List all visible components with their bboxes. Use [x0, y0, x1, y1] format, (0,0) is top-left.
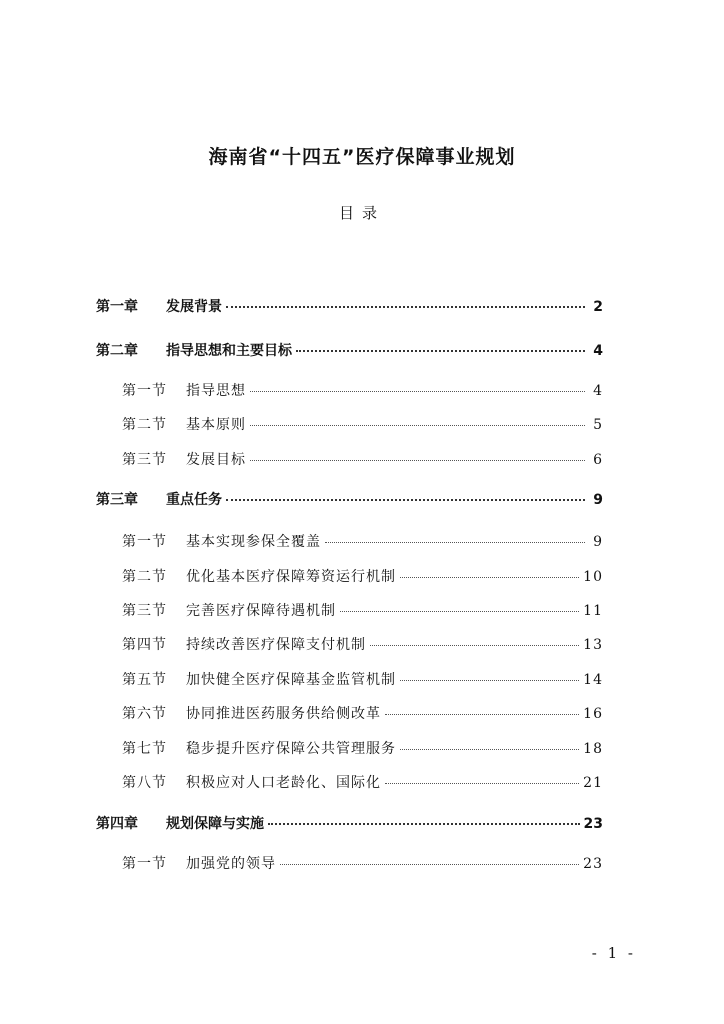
toc-entry-number: 第四章	[96, 816, 138, 832]
toc-entry-number: 第六节	[122, 706, 167, 722]
toc-section-entry[interactable]	[96, 449, 603, 469]
toc-dot-leader	[385, 782, 579, 784]
toc-entry-number: 第四节	[122, 637, 167, 653]
toc-section-entry[interactable]	[96, 669, 603, 689]
toc-entry-number: 第二章	[96, 343, 138, 359]
toc-entry-page: 4	[593, 383, 603, 399]
toc-entry-label: 发展背景	[166, 299, 222, 315]
toc-dot-leader	[226, 305, 585, 308]
toc-section-entry[interactable]	[96, 853, 603, 873]
toc-entry-number: 第二节	[122, 569, 167, 585]
toc-entry-number: 第一节	[122, 383, 167, 399]
toc-entry-number: 第二节	[122, 417, 167, 433]
toc-dot-leader	[226, 498, 585, 501]
toc-entry-page: 5	[593, 417, 603, 433]
toc-dot-leader	[250, 390, 585, 392]
toc-dot-leader	[370, 644, 579, 646]
toc-entry-label: 发展目标	[186, 452, 246, 468]
toc-entry-number: 第一章	[96, 299, 138, 315]
toc-dot-leader	[250, 424, 585, 426]
toc-entry-label: 稳步提升医疗保障公共管理服务	[186, 741, 396, 757]
toc-entry-page: 18	[583, 741, 603, 757]
toc-entry-label: 持续改善医疗保障支付机制	[186, 637, 366, 653]
toc-entry-page: 21	[583, 775, 603, 791]
toc-entry-page: 14	[583, 672, 603, 688]
toc-section-entry[interactable]	[96, 531, 603, 551]
toc-entry-label: 加强党的领导	[186, 856, 276, 872]
toc-entry-number: 第八节	[122, 775, 167, 791]
toc-chapter-entry[interactable]	[96, 340, 603, 360]
toc-dot-leader	[268, 822, 580, 825]
toc-entry-number: 第三节	[122, 603, 167, 619]
toc-section-entry[interactable]	[96, 703, 603, 723]
toc-dot-leader	[340, 610, 579, 612]
toc-entry-label: 积极应对人口老龄化、国际化	[186, 775, 381, 791]
toc-entry-number: 第三章	[96, 492, 138, 508]
toc-heading: 目录	[338, 204, 385, 222]
toc-section-entry[interactable]	[96, 772, 603, 792]
toc-entry-number: 第七节	[122, 741, 167, 757]
toc-entry-label: 基本实现参保全覆盖	[186, 534, 321, 550]
toc-dot-leader	[400, 576, 579, 578]
toc-dot-leader	[385, 713, 579, 715]
toc-entry-label: 指导思想和主要目标	[166, 343, 292, 359]
toc-entry-number: 第三节	[122, 452, 167, 468]
toc-entry-page: 2	[593, 299, 603, 315]
toc-entry-page: 13	[583, 637, 603, 653]
toc-entry-page: 9	[593, 492, 603, 508]
toc-entry-page: 11	[583, 603, 603, 619]
toc-dot-leader	[400, 679, 579, 681]
toc-entry-number: 第五节	[122, 672, 167, 688]
toc-dot-leader	[280, 863, 579, 865]
toc-entry-page: 4	[593, 343, 603, 359]
toc-dot-leader	[325, 541, 585, 543]
toc-entry-page: 10	[583, 569, 603, 585]
toc-dot-leader	[400, 748, 579, 750]
toc-entry-label: 规划保障与实施	[166, 816, 264, 832]
toc-entry-label: 加快健全医疗保障基金监管机制	[186, 672, 396, 688]
toc-dot-leader	[296, 349, 585, 352]
toc-entry-label: 指导思想	[186, 383, 246, 399]
toc-chapter-entry[interactable]	[96, 296, 603, 316]
toc-chapter-entry[interactable]	[96, 813, 603, 833]
toc-entry-page: 6	[593, 452, 603, 468]
toc-dot-leader	[250, 459, 585, 461]
toc-entry-label: 基本原则	[186, 417, 246, 433]
toc-section-entry[interactable]	[96, 566, 603, 586]
toc-entry-page: 23	[583, 856, 603, 872]
page-number: - 1 -	[591, 944, 636, 962]
toc-entry-number: 第一节	[122, 534, 167, 550]
toc-entry-page: 9	[593, 534, 603, 550]
toc-section-entry[interactable]	[96, 600, 603, 620]
toc-section-entry[interactable]	[96, 414, 603, 434]
toc-section-entry[interactable]	[96, 634, 603, 654]
toc-entry-page: 23	[583, 816, 603, 832]
toc-entry-number: 第一节	[122, 856, 167, 872]
toc-section-entry[interactable]	[96, 738, 603, 758]
toc-entry-label: 完善医疗保障待遇机制	[186, 603, 336, 619]
page-title: 海南省“十四五”医疗保障事业规划	[208, 146, 516, 168]
toc-entry-label: 协同推进医药服务供给侧改革	[186, 706, 381, 722]
toc-chapter-entry[interactable]	[96, 489, 603, 509]
toc-entry-label: 优化基本医疗保障筹资运行机制	[186, 569, 396, 585]
toc-section-entry[interactable]	[96, 380, 603, 400]
toc-entry-label: 重点任务	[166, 492, 222, 508]
toc-entry-page: 16	[583, 706, 603, 722]
